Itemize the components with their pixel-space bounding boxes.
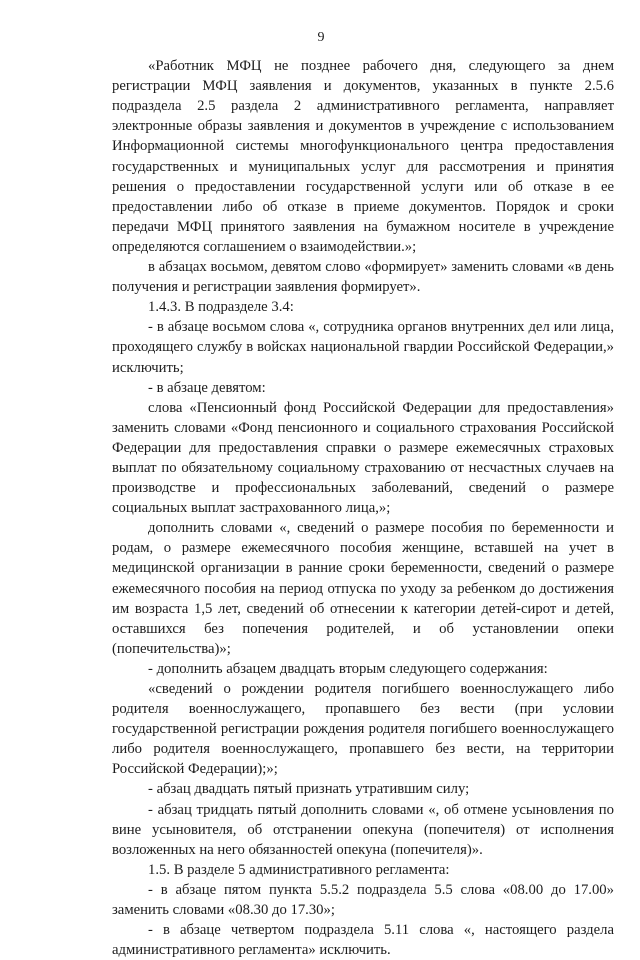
paragraph-5-5-2: - в абзаце пятом пункта 5.5.2 подраздела 5.5 слова «08.00 до 17.00» заменить словами «08.30 до 17.30»; xyxy=(112,881,614,919)
paragraph-mfc-quote: «Работник МФЦ не позднее рабочего дня, следующего за днем регистрации МФЦ заявления и документов, указанных в пункте 2.5.6 подраздела 2.5 раздела 2 административного регламента, направляет электронные образы заявления и документов в учреждение с использованием Информационной системы многофункционального центра предоставления государственных и муниципальных услуг для рассмотрения и принятия решения о предоставлении государственной услуги или об отказе в ее предоставлении либо об отказе в приеме документов. Порядок и сроки передачи МФЦ принятого заявления на бумажном носителе в учреждение определяются соглашением о взаимодействии.»; xyxy=(112,58,614,255)
paragraph-5-11: - в абзаце четвертом подраздела 5.11 слова «, настоящего раздела административного регламента» исключить. xyxy=(112,922,614,959)
paragraph-birth-info: «сведений о рождении родителя погибшего военнослужащего либо родителя военнослужащего, пропавшего без вести (при условии государственной регистрации рождения родителя погибшего военнослужащего либо родителя военнослужащего, пропавшего без вести, на территории Российской Федерации);»; xyxy=(112,681,614,778)
paragraph-abzac-25: - абзац двадцать пятый признать утратившим силу; xyxy=(148,781,470,798)
paragraph-pension-fund: слова «Пенсионный фонд Российской Федерации для предоставления» заменить словами «Фонд пенсионного и социального страхования Российской Федерации для предоставления справки о размере ежемесячных страховых выплат по обязательному социальному страхованию от несчастных случаев на производстве и профессиональных заболеваний, сведений о размере социальных выплат застрахованного лица,»; xyxy=(112,399,614,517)
paragraph-abzac-35: - абзац тридцать пятый дополнить словами «, об отмене усыновления по вине усыновителя, об отстранении опекуна (попечителя) от исполнения возложенных на него обязанностей опекуна (попечителя)». xyxy=(112,801,614,858)
paragraph-add-words: дополнить словами «, сведений о размере пособия по беременности и родам, о размере ежемесячного пособия женщине, вставшей на учет в медицинской организации в ранние сроки беременности, сведений о размере ежемесячного пособия на период отпуска по уходу за ребенком до достижения им возраста 1,5 лет, сведений об отнесении к категории детей-сирот и детей, оставшихся без попечения родителей, и об установлении опеки (попечительства)»; xyxy=(112,520,614,657)
paragraph-abzac-8-9: в абзацах восьмом, девятом слово «формирует» заменить словами «в день получения и регистрации заявления формирует». xyxy=(112,259,614,296)
paragraph-1-5-heading: 1.5. В разделе 5 административного регламента: xyxy=(148,861,450,878)
paragraph-abzac-22: - дополнить абзацем двадцать вторым следующего содержания: xyxy=(148,660,548,677)
page-number: 9 xyxy=(317,30,325,45)
paragraph-1-4-3-heading: 1.4.3. В подразделе 3.4: xyxy=(148,299,294,316)
paragraph-abzac-9: - в абзаце девятом: xyxy=(148,379,266,396)
paragraph-abzac-8: - в абзаце восьмом слова «, сотрудника органов внутренних дел или лица, проходящего службу в войсках национальной гвардии Российской Федерации,» исключить; xyxy=(112,319,614,376)
